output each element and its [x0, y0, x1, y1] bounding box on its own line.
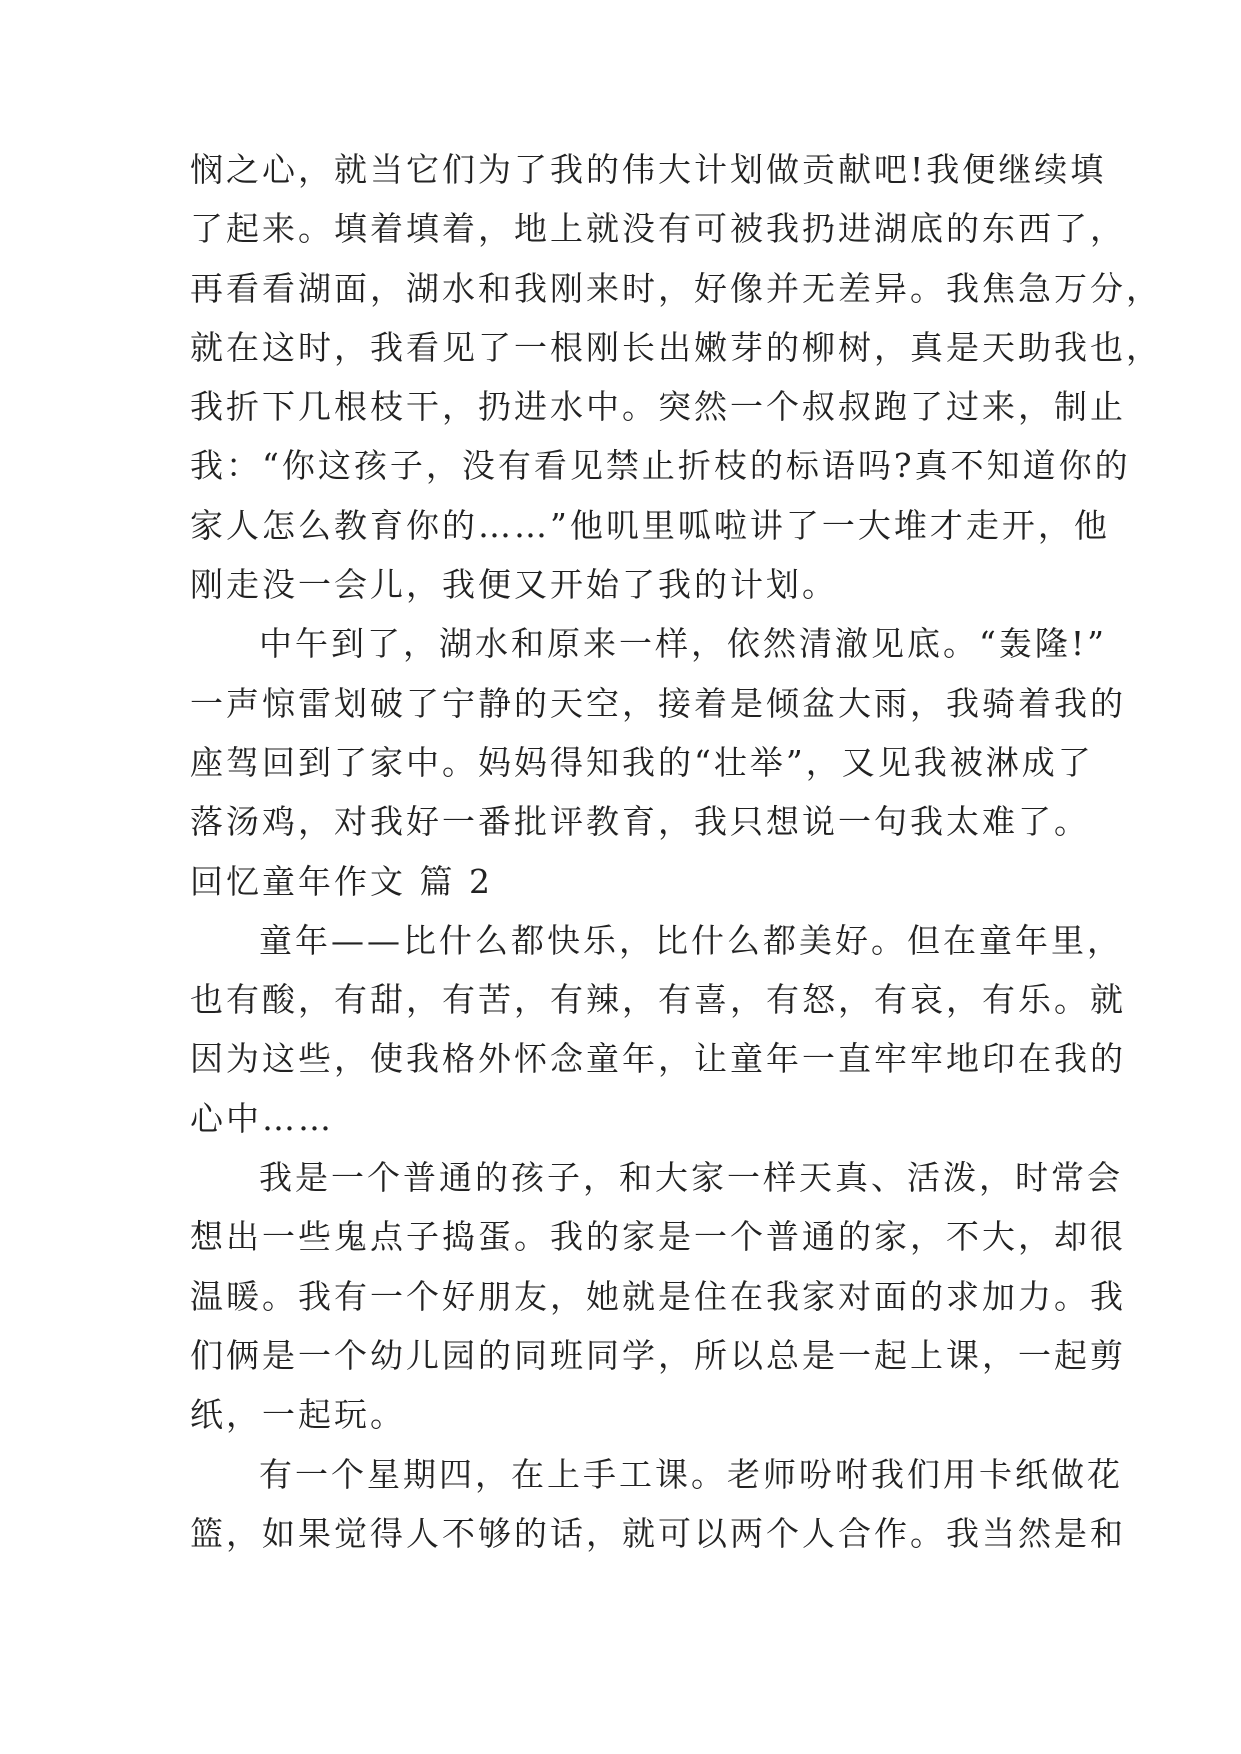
- text-line: 我：“你这孩子，没有看见禁止折枝的标语吗?真不知道你的: [190, 446, 1131, 486]
- text-line: 就在这时，我看见了一根刚长出嫩芽的柳树，真是天助我也，: [190, 327, 1162, 367]
- text-line: 我折下几根枝干，扔进水中。突然一个叔叔跑了过来，制止: [190, 387, 1126, 427]
- text-line: 再看看湖面，湖水和我刚来时，好像并无差异。我焦急万分，: [190, 268, 1162, 308]
- document-body: [190, 140, 1162, 1563]
- text-line: 刚走没一会儿，我便又开始了我的计划。: [190, 565, 838, 605]
- text-line: 心中……: [190, 1098, 334, 1138]
- text-line: 温暖。我有一个好朋友，她就是住在我家对面的求加力。我: [190, 1276, 1126, 1316]
- text-line: 有一个星期四，在上手工课。老师吩咐我们用卡纸做花: [259, 1454, 1123, 1494]
- text-line: 一声惊雷划破了宁静的天空，接着是倾盆大雨，我骑着我的: [190, 683, 1126, 723]
- text-line: 悯之心，就当它们为了我的伟大计划做贡献吧!我便继续填: [190, 150, 1107, 189]
- text-line: 了起来。填着填着，地上就没有可被我扔进湖底的东西了，: [190, 209, 1126, 249]
- text-line: 落汤鸡，对我好一番批评教育，我只想说一句我太难了。: [190, 802, 1090, 842]
- text-line: 中午到了，湖水和原来一样，依然清澈见底。“轰隆!”: [259, 624, 1108, 664]
- text-line: 纸，一起玩。: [190, 1395, 406, 1435]
- text-line: 我是一个普通的孩子，和大家一样天真、活泼，时常会: [259, 1158, 1123, 1198]
- text-line: 因为这些，使我格外怀念童年，让童年一直牢牢地印在我的: [190, 1039, 1126, 1079]
- text-line: 家人怎么教育你的……”他叽里呱啦讲了一大堆才走开，他: [190, 505, 1110, 545]
- text-line: 座驾回到了家中。妈妈得知我的“壮举”，又见我被淋成了: [190, 742, 1094, 782]
- text-line: 童年——比什么都快乐，比什么都美好。但在童年里，: [259, 920, 1123, 960]
- section-heading: 回忆童年作文 篇 2: [190, 861, 493, 901]
- text-line: 们俩是一个幼儿园的同班同学，所以总是一起上课，一起剪: [190, 1335, 1126, 1375]
- text-line: 也有酸，有甜，有苦，有辣，有喜，有怒，有哀，有乐。就: [190, 980, 1126, 1020]
- text-line: 想出一些鬼点子捣蛋。我的家是一个普通的家，不大，却很: [190, 1217, 1126, 1257]
- text-line: 篮，如果觉得人不够的话，就可以两个人合作。我当然是和: [190, 1513, 1126, 1553]
